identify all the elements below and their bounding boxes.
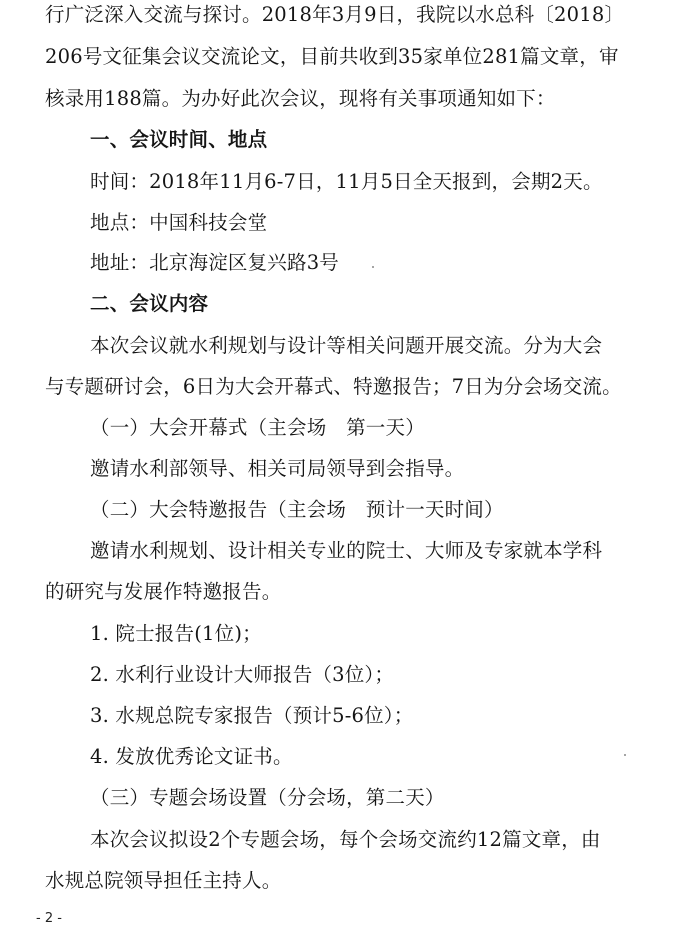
subsection-heading-keynote: （二）大会特邀报告（主会场 预计一天时间） <box>90 498 504 521</box>
scan-speck <box>372 266 374 268</box>
list-item: 1. 院士报告(1位)； <box>90 622 262 645</box>
scan-speck <box>624 754 626 756</box>
body-paragraph-line: 邀请水利规划、设计相关专业的院士、大师及专家就本学科 <box>90 539 603 562</box>
meeting-time: 时间：2018年11月6-7日，11月5日全天报到，会期2天。 <box>90 170 603 193</box>
section-heading-content: 二、会议内容 <box>90 292 209 315</box>
page-number: - 2 - <box>36 911 62 926</box>
body-paragraph-line: 本次会议拟设2个专题会场，每个会场交流约12篇文章，由 <box>90 828 601 851</box>
subsection-heading-sessions: （三）专题会场设置（分会场，第二天） <box>90 786 445 809</box>
body-paragraph-line: 的研究与发展作特邀报告。 <box>45 580 282 603</box>
body-paragraph-line: 行广泛深入交流与探讨。2018年3月9日，我院以水总科〔2018〕 <box>45 3 625 26</box>
body-paragraph-line: 与专题研讨会，6日为大会开幕式、特邀报告；7日为分会场交流。 <box>45 375 622 398</box>
body-paragraph-line: 206号文征集会议交流论文，目前共收到35家单位281篇文章，审 <box>45 45 619 68</box>
body-paragraph-line: 水规总院领导担任主持人。 <box>45 869 282 892</box>
meeting-address: 地址：北京海淀区复兴路3号 <box>90 251 340 274</box>
list-item: 4. 发放优秀论文证书。 <box>90 745 293 768</box>
subsection-heading-opening: （一）大会开幕式（主会场 第一天） <box>90 416 425 439</box>
list-item: 3. 水规总院专家报告（预计5-6位）； <box>90 704 414 727</box>
section-heading-time-location: 一、会议时间、地点 <box>90 128 268 151</box>
list-item: 2. 水利行业设计大师报告（3位）； <box>90 663 395 686</box>
body-paragraph-line: 核录用188篇。为办好此次会议，现将有关事项通知如下： <box>45 87 556 110</box>
meeting-venue: 地点：中国科技会堂 <box>90 211 268 234</box>
body-paragraph-line: 邀请水利部领导、相关司局领导到会指导。 <box>90 457 465 480</box>
body-paragraph-line: 本次会议就水利规划与设计等相关问题开展交流。分为大会 <box>90 334 603 357</box>
